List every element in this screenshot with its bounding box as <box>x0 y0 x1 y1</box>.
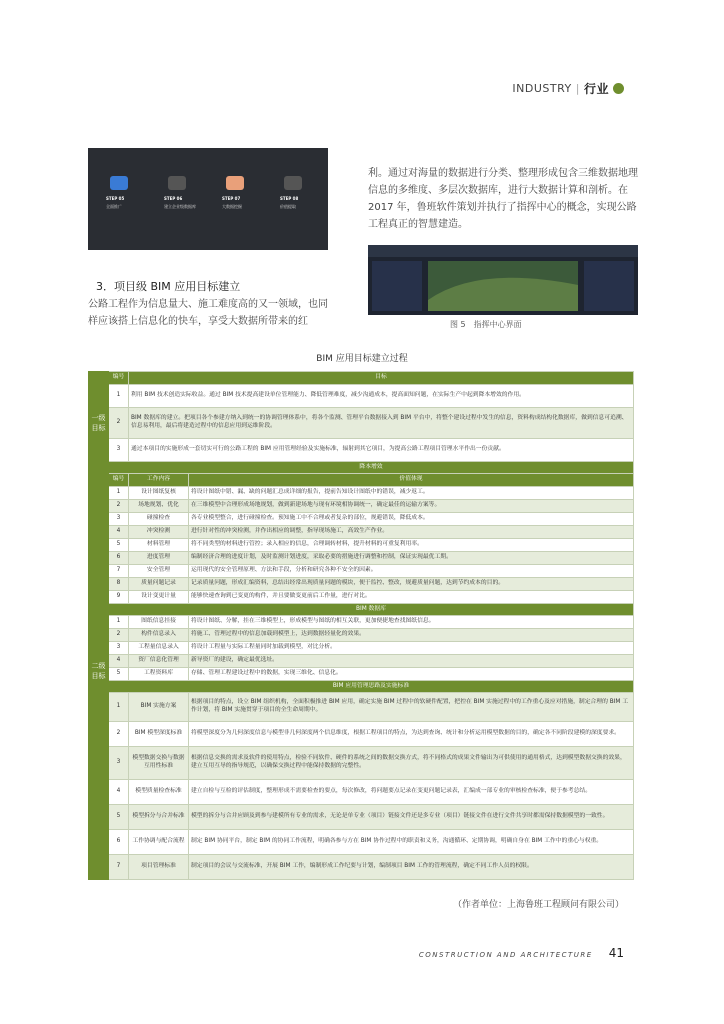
cell-no: 3 <box>109 513 129 526</box>
header-separator: | <box>575 82 580 95</box>
cell-item: 资厂信息化管理 <box>129 655 189 668</box>
table-row <box>89 693 634 722</box>
cell-item: 安全管理 <box>129 565 189 578</box>
step-05-icon <box>110 176 128 190</box>
step-07-label: STEP 07 <box>222 196 241 201</box>
table-row <box>89 616 634 629</box>
sub-head-row <box>89 474 634 487</box>
table-head-row <box>89 372 634 385</box>
sub-head-value: 价值体现 <box>189 474 634 487</box>
cell-item: 工程量信息录入 <box>129 642 189 655</box>
cell-text: BIM 数据库的建立。把项目各个参建方纳入到统一的协调管理体系中，将各个监测、管理平台数据接入到 BIM 平台中，将整个建设过程中发生的信息，资料构成结构化数据库，做到信息可追溯、信息易利用，最后将建造过程中的信息应用到运维阶段。 <box>129 408 634 439</box>
cell-text: 将设计工程量与实际工程量同时加载到模型，对比分析。 <box>189 642 634 655</box>
cell-no: 6 <box>109 830 129 855</box>
header-cn: 行业 <box>583 82 609 96</box>
group2-label: 二级目标 <box>89 462 109 880</box>
cell-text: 运用现代的安全管理原理、方法和手段，分析和研究各种不安全的因素。 <box>189 565 634 578</box>
paragraph-right: 利。通过对海量的数据进行分类、整理形成包含三维数据地理信息的多维度、多层次数据库，进行大数据计算和剖析。在 2017 年，鲁班软件策划并执行了指挥中心的概念，实现公路工程真正的智慧建造。 <box>368 168 638 230</box>
cell-item: 质量问题记录 <box>129 578 189 591</box>
cell-item: 工作协调与配合流程 <box>129 830 189 855</box>
cell-item: BIM 实施方案 <box>129 693 189 722</box>
table-row <box>89 565 634 578</box>
cell-item: 碰撞检查 <box>129 513 189 526</box>
cell-item: 设计图纸复核 <box>129 487 189 500</box>
cell-text: 各专业模型整合，进行碰撞检查。预知施工中不合理或者复杂的部位，规避错误，降低成本。 <box>189 513 634 526</box>
page-number: 41 <box>608 946 624 960</box>
step-08-icon <box>284 176 302 190</box>
command-center-image <box>368 245 638 315</box>
table-row <box>89 780 634 805</box>
step-08-title: 价值提取 <box>280 204 296 209</box>
section-title: 3．项目级 BIM 应用目标建立 <box>96 280 241 293</box>
step-05-label: STEP 05 <box>106 196 125 201</box>
cell-no: 1 <box>109 487 129 500</box>
section-header <box>512 80 624 97</box>
table-row <box>89 642 634 655</box>
command-center-figure <box>368 245 638 315</box>
cell-no: 2 <box>109 722 129 747</box>
cell-no: 5 <box>109 668 129 681</box>
cell-no: 2 <box>109 629 129 642</box>
sub-head-no: 编号 <box>109 474 129 487</box>
cell-no: 1 <box>109 616 129 629</box>
page-footer <box>419 946 624 960</box>
cell-item: 构件信息录入 <box>129 629 189 642</box>
cell-item: 设计变更计量 <box>129 591 189 604</box>
cell-no: 6 <box>109 552 129 565</box>
cell-item: 模型数据交换与数据互用性标准 <box>129 747 189 780</box>
cell-no: 7 <box>109 855 129 880</box>
table-row <box>89 513 634 526</box>
step-07-icon <box>226 176 244 190</box>
cell-text: 进行针对性的冲突检测，并作出相应的调整，指导现场施工，高效生产作业。 <box>189 526 634 539</box>
cell-text: 新导资厂的建设，确定最优选址。 <box>189 655 634 668</box>
cell-item: 模型拆分与合并标准 <box>129 805 189 830</box>
cell-text: 根据信息交换的需求及软件的使用特点，检验不同软件、硬件的系统之间的数据交换方式，将不同格式的成果文件输出为可供使用的通用格式，达到模型数据交换的效果，建立互用互导的指导规范，以确保交换过程中能保持数据的完整性。 <box>189 747 634 780</box>
group1-label: 一级目标 <box>89 385 109 462</box>
cell-text: 将施工、管理过程中的信息加载到模型上，达到数据轻量化的效果。 <box>189 629 634 642</box>
table-title: BIM 应用目标建立过程 <box>316 354 408 364</box>
magazine-name: CONSTRUCTION AND ARCHITECTURE <box>418 951 593 959</box>
cell-text: 将模型深度分为几何深度信息与模型非几何深度两个信息维度，根据工程项目的特点，为达到查询、统计和分析运用模型数据的目的，确定各不同阶段建模的深度要求。 <box>189 722 634 747</box>
cell-no: 5 <box>109 539 129 552</box>
cell-text: 利用 BIM 技术创造实际收益。通过 BIM 技术提高建设单位管理能力、降低管理难度，减少沟通成本，提高面知问题，在实际生产中起到降本增效的作用。 <box>129 385 634 408</box>
cell-text: 根据项目的特点，设立 BIM 组织机构，全面积极推进 BIM 应用，确定实施 BIM 过程中的软硬件配置，把控在 BIM 实施过程中的工作重心及应对措施，制定合理的 BIM 工作计划，将 BIM 实施贯穿于项目的全生命周期中。 <box>189 693 634 722</box>
cell-no: 8 <box>109 578 129 591</box>
cell-no: 4 <box>109 655 129 668</box>
cell-no: 5 <box>109 805 129 830</box>
table-row <box>89 439 634 462</box>
table-row <box>89 539 634 552</box>
bim-goals-table <box>88 371 634 880</box>
author-note: （作者单位：上海鲁班工程顾问有限公司） <box>452 900 624 910</box>
cell-no: 2 <box>109 500 129 513</box>
cell-text: 将设计图纸、分解，挂在三维模型上，形成模型与图纸的相互关联，更加便捷地查找图纸信息。 <box>189 616 634 629</box>
paragraph-left: 公路工程作为信息量大、施工难度高的又一领域，也同样应该搭上信息化的快车，享受大数据所带来的红 <box>88 299 328 327</box>
sub2-title: BIM 数据库 <box>109 604 634 616</box>
table-row <box>89 578 634 591</box>
cell-text: 能够快速查询到已变更的构件，并且要做变更前后工作量，进行对比。 <box>189 591 634 604</box>
sub-header-row <box>89 681 634 693</box>
head-goal: 目标 <box>129 372 634 385</box>
cell-text: 编制经济合理的进度计划，及时监测计划进度，采取必要的措施进行调整和控制，保证实现最优工期。 <box>189 552 634 565</box>
cell-item: 项目管理标准 <box>129 855 189 880</box>
cell-item: 图纸信息挂接 <box>129 616 189 629</box>
cell-text: 将设计图纸中错、漏、缺的问题汇总成详细的报告，提前告知设计图纸中的错误，减少返工。 <box>189 487 634 500</box>
cell-item: BIM 模型深度标准 <box>129 722 189 747</box>
header-en: INDUSTRY <box>512 82 572 95</box>
cell-no: 9 <box>109 591 129 604</box>
cell-item: 冲突检测 <box>129 526 189 539</box>
cell-text: 建立自检与互检的评估制度，整理形成不需要检查的要点，每次修改，将问题要点记录在变更问题记录表，汇编成一部专业的审核检查标准，便于参考总结。 <box>189 780 634 805</box>
table-row <box>89 408 634 439</box>
cell-item: 工程资料库 <box>129 668 189 681</box>
step-06-title: 建立企业级数据库 <box>164 204 196 209</box>
step-07-title: 大数据挖掘 <box>222 204 242 209</box>
cell-no: 7 <box>109 565 129 578</box>
steps-figure <box>88 148 328 250</box>
cell-text: 在三维模型中合理形成场地规划，做到新建场地与现有环境相协调统一，确定最佳的运输方案等。 <box>189 500 634 513</box>
cell-text: 记录质量问题，形成汇编资料，总结出经常出现质量问题的模块，便于监控、整改，规避质量问题，达到节约成本的目的。 <box>189 578 634 591</box>
table-row <box>89 655 634 668</box>
step-08-label: STEP 08 <box>280 196 299 201</box>
table-row <box>89 855 634 880</box>
cell-item: 模型质量检查标准 <box>129 780 189 805</box>
table-row <box>89 385 634 408</box>
table-row <box>89 830 634 855</box>
table-row <box>89 747 634 780</box>
step-05-title: 全面推广 <box>106 204 122 209</box>
cell-no: 3 <box>109 642 129 655</box>
cell-item: 材料管理 <box>129 539 189 552</box>
table-row <box>89 526 634 539</box>
figure-caption: 图 5 指挥中心界面 <box>450 320 522 329</box>
cell-text: 通过本项目的实施形成一套切实可行的公路工程的 BIM 应用管理经验及实施标准，辐射到其它项目，为提高公路工程项目管理水平作出一份贡献。 <box>129 439 634 462</box>
sub-header-row <box>89 604 634 616</box>
cell-item: 场地规划、优化 <box>129 500 189 513</box>
cell-text: 将不同类型的材料进行管控；录入相应的信息，合理调转材料，提升材料的可重复利用率。 <box>189 539 634 552</box>
table-row <box>89 487 634 500</box>
table-row <box>89 500 634 513</box>
table-row <box>89 591 634 604</box>
cell-no: 1 <box>109 385 129 408</box>
step-06-label: STEP 06 <box>164 196 183 201</box>
table-row <box>89 552 634 565</box>
cell-item: 进度管理 <box>129 552 189 565</box>
sub-header-row <box>89 462 634 474</box>
sub1-title: 降本增效 <box>109 462 634 474</box>
step-06-icon <box>168 176 186 190</box>
table-row <box>89 722 634 747</box>
cell-text: 制定项目的会议与交流标准，开展 BIM 工作，编制形成工作纪要与计划，编制项目 BIM 工作的管理流程，确定不同工作人员的权限。 <box>189 855 634 880</box>
cell-no: 4 <box>109 780 129 805</box>
cell-text: 存储、管理工程建设过程中的数据，实现三维化、信息化。 <box>189 668 634 681</box>
sub3-title: BIM 应用管理思路及实施标准 <box>109 681 634 693</box>
cell-no: 2 <box>109 408 129 439</box>
cell-text: 模型的拆分与合并应顾及到参与建模所有专业的需求，无论是单专业（项目）链接文件还是多专业（项目）链接文件在进行文件共享时都需保持数据模型的一致性。 <box>189 805 634 830</box>
head-no: 编号 <box>109 372 129 385</box>
cell-text: 制定 BIM 协同平台，制定 BIM 的协同工作流程，明确各参与方在 BIM 协作过程中的职责和义务，沟通循环、定期协调，明确自身在 BIM 工作中的重心与权重。 <box>189 830 634 855</box>
header-dot-icon <box>613 83 624 94</box>
table-row <box>89 805 634 830</box>
sub-head-item: 工作内容 <box>129 474 189 487</box>
cell-no: 3 <box>109 439 129 462</box>
cell-no: 1 <box>109 693 129 722</box>
cell-no: 4 <box>109 526 129 539</box>
table-row <box>89 668 634 681</box>
table-row <box>89 629 634 642</box>
cell-no: 3 <box>109 747 129 780</box>
